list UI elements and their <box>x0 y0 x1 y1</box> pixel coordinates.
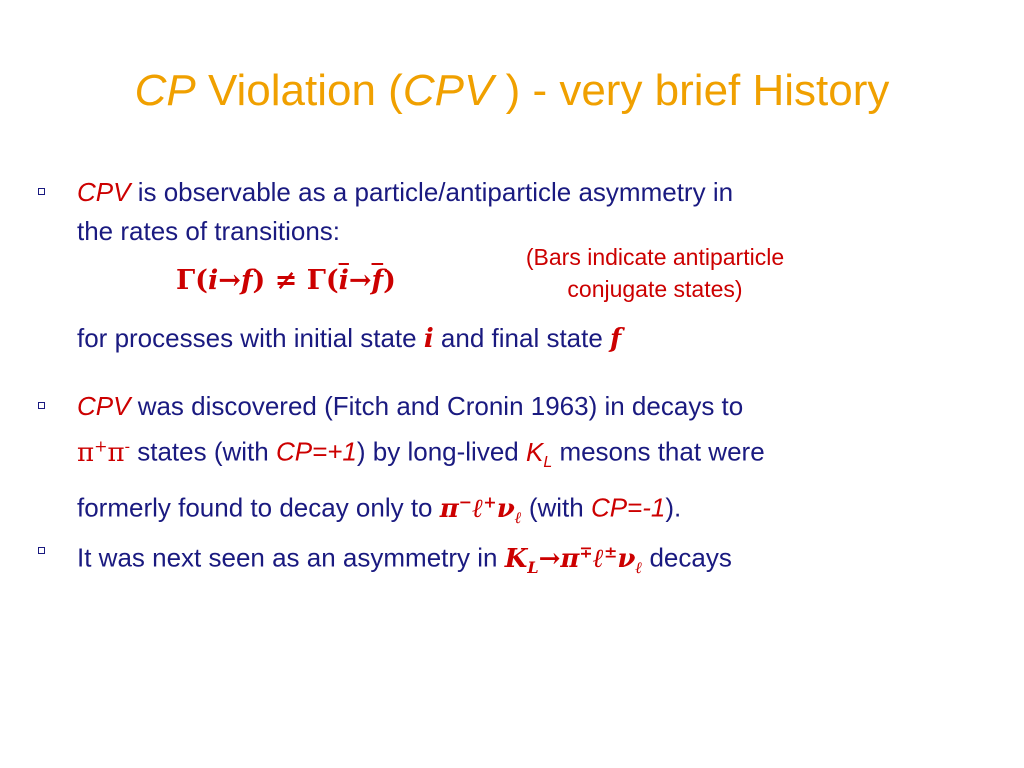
bullet-1-text <box>77 173 997 251</box>
bullet1-cpv: CPV <box>77 177 131 207</box>
bullet2-line3a: formerly found to decay only to <box>77 492 440 523</box>
antiparticle-note <box>470 241 840 305</box>
semileptonic-decay: $\pi^-\ell^+\nu_\ell$ <box>439 491 522 527</box>
bullet-marker <box>38 402 45 409</box>
title-cp: CP <box>134 66 196 115</box>
var-i: i <box>423 324 434 354</box>
note-line2: conjugate states) <box>567 276 743 302</box>
slide-title <box>0 66 1024 116</box>
line3-final-label: and final state <box>433 323 611 353</box>
line3-initial-label: for processes with initial state <box>77 323 424 353</box>
bullet3-line1b: decays <box>642 542 732 573</box>
bullet2-line2c: mesons that were <box>552 436 765 467</box>
bullet2-line3b: (with <box>521 492 591 523</box>
title-rest: ) - very brief History <box>505 66 890 115</box>
bullet1-line3 <box>77 323 621 354</box>
rate-inequality-equation: $\Gamma(i\to f) \ne \Gamma(\overline{i}\to\overline{f})$ <box>176 265 396 296</box>
bullet2-line3c: ). <box>665 492 682 523</box>
bullet-3-text <box>77 532 997 587</box>
bullet1-line1: is observable as a particle/antiparticle asymmetry in <box>130 177 734 207</box>
bullet2-line1: was discovered (Fitch and Cronin 1963) in decays to <box>130 391 744 421</box>
bullet-marker <box>38 188 45 195</box>
bullet-marker <box>38 547 45 554</box>
bullet2-line2a: states (with <box>130 436 276 467</box>
note-line1: (Bars indicate antiparticle <box>525 244 785 270</box>
k-long: $K_L$ <box>525 436 553 471</box>
title-cpv: CPV <box>402 66 494 115</box>
bullet-2-text <box>77 387 997 537</box>
bullet1-line2: the rates of transitions: <box>77 216 341 246</box>
cp-plus-one: CP=+1 <box>275 436 357 467</box>
bullet2-cpv: CPV <box>77 391 131 421</box>
kl-decay: $K_L\to\pi^\mp\ell^\pm\nu_\ell$ <box>504 542 643 577</box>
var-f: f <box>610 324 622 354</box>
bullet3-line1a: It was next seen as an asymmetry in <box>77 542 505 573</box>
bullet2-line2b: ) by long-lived <box>356 436 526 467</box>
cp-minus-one: CP=-1 <box>590 492 666 523</box>
title-violation: Violation ( <box>207 66 403 115</box>
pi-plus-pi-minus: π+π- <box>77 436 130 468</box>
